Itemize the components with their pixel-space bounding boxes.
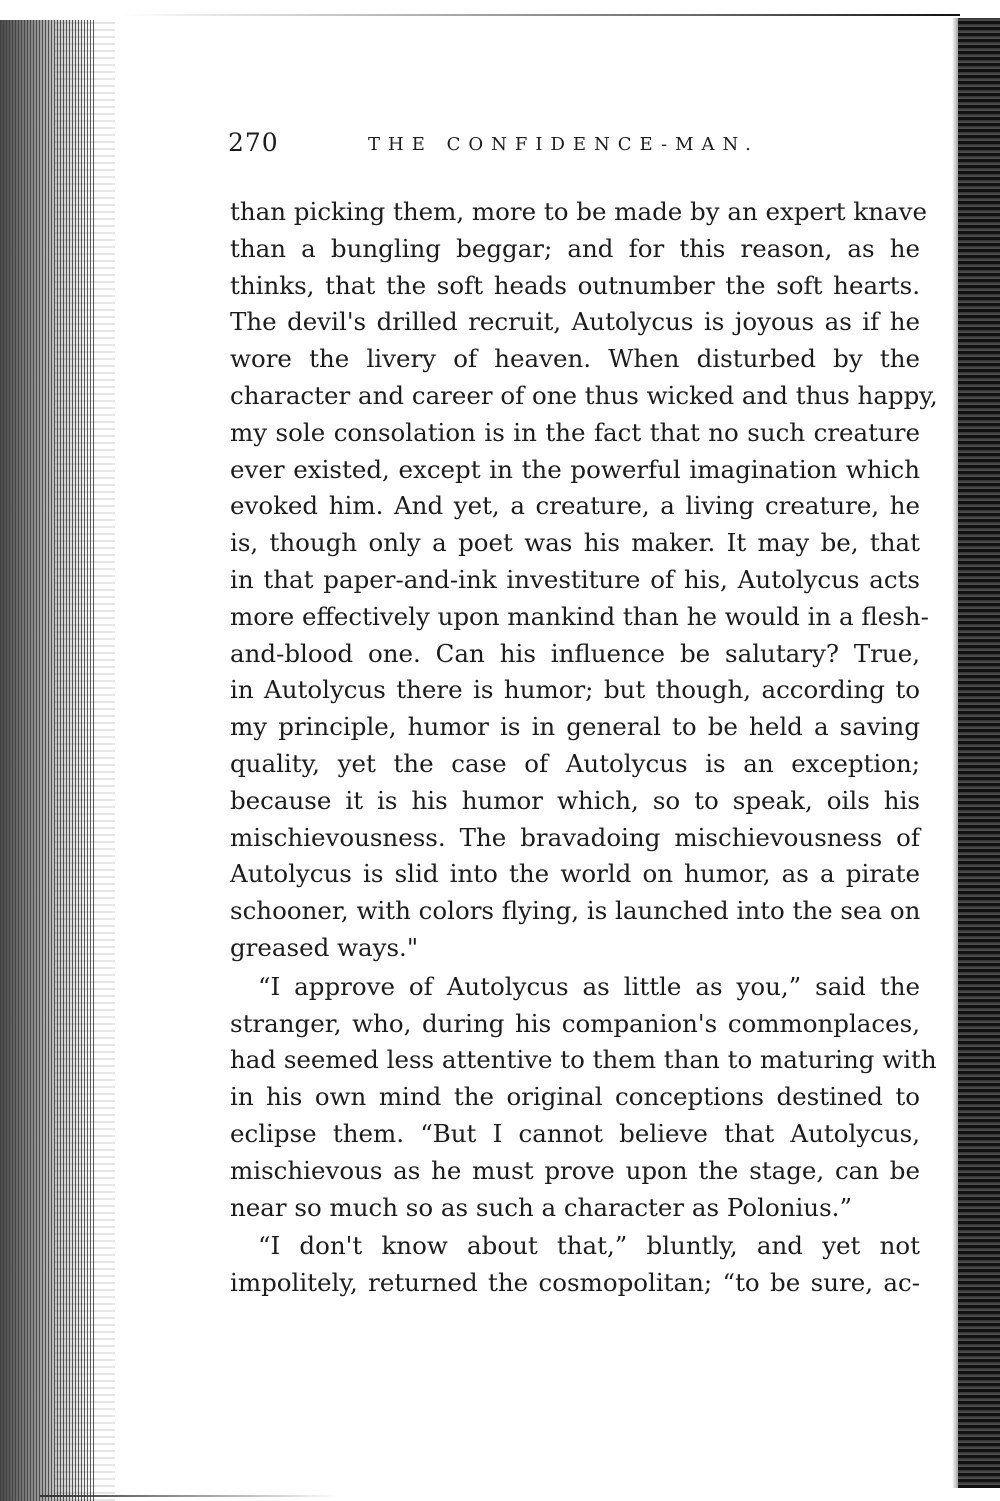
- text-line: Autolycus is slid into the world on humor, as a pirate: [230, 859, 920, 889]
- text-line: in his own mind the original conceptions destined to: [230, 1082, 920, 1112]
- text-line: because it is his humor which, so to speak, oils his: [230, 785, 920, 815]
- page-header: [228, 128, 928, 172]
- text-line: quality, yet the case of Autolycus is an exception;: [230, 748, 920, 778]
- text-line: schooner, with colors flying, is launched into the sea on: [230, 896, 921, 926]
- text-line: mischievousness. The bravadoing mischievousness of: [230, 822, 920, 852]
- page-bottom-edge: [40, 1495, 340, 1497]
- text-line: thinks, that the soft heads outnumber the soft hearts.: [230, 270, 920, 300]
- text-line: and-blood one. Can his influence be salutary? True,: [230, 638, 920, 668]
- text-line: eclipse them. “But I cannot believe that Autolycus,: [230, 1118, 920, 1148]
- text-line: evoked him. And yet, a creature, a living creature, he: [230, 491, 920, 521]
- text-line: near so much so as such a character as Polonius.”: [230, 1192, 852, 1222]
- page-number: 270: [228, 128, 279, 157]
- text-line: in that paper-and-ink investiture of his, Autolycus acts: [230, 564, 920, 594]
- paragraph-start-line: “I don't know about that,” bluntly, and yet not: [258, 1231, 920, 1261]
- text-line: more effectively upon mankind than he would in a flesh-: [230, 601, 929, 631]
- text-line: mischievous as he must prove upon the stage, can be: [230, 1155, 920, 1185]
- text-line: wore the livery of heaven. When disturbed by the: [230, 344, 920, 374]
- page-right-edge: [958, 18, 1000, 1488]
- text-line: ever existed, except in the powerful imagination which: [230, 454, 920, 484]
- text-line: greased ways.": [230, 932, 419, 962]
- text-line: my sole consolation is in the fact that no such creature: [230, 417, 920, 447]
- paragraph-start-line: “I approve of Autolycus as little as you,” said the: [258, 971, 920, 1001]
- text-line: in Autolycus there is humor; but though, according to: [230, 675, 920, 705]
- text-line: is, though only a poet was his maker. It may be, that: [230, 528, 920, 558]
- page-top-edge: [120, 14, 960, 16]
- text-line: than picking them, more to be made by an expert knave: [230, 197, 927, 226]
- gutter-shading: [55, 20, 115, 1501]
- text-line: my principle, humor is in general to be held a saving: [230, 712, 920, 742]
- text-line: impolitely, returned the cosmopolitan; “to be sure, ac-: [230, 1268, 920, 1298]
- text-line: than a bungling beggar; and for this reason, as he: [230, 233, 920, 263]
- body-text: [230, 194, 938, 1302]
- text-line: The devil's drilled recruit, Autolycus is joyous as if he: [230, 307, 920, 337]
- running-head: THE CONFIDENCE-MAN.: [368, 134, 759, 155]
- text-line: stranger, who, during his companion's commonplaces,: [230, 1008, 920, 1038]
- text-line: character and career of one thus wicked and thus happy,: [230, 380, 938, 410]
- text-line: had seemed less attentive to them than to maturing with: [230, 1045, 937, 1075]
